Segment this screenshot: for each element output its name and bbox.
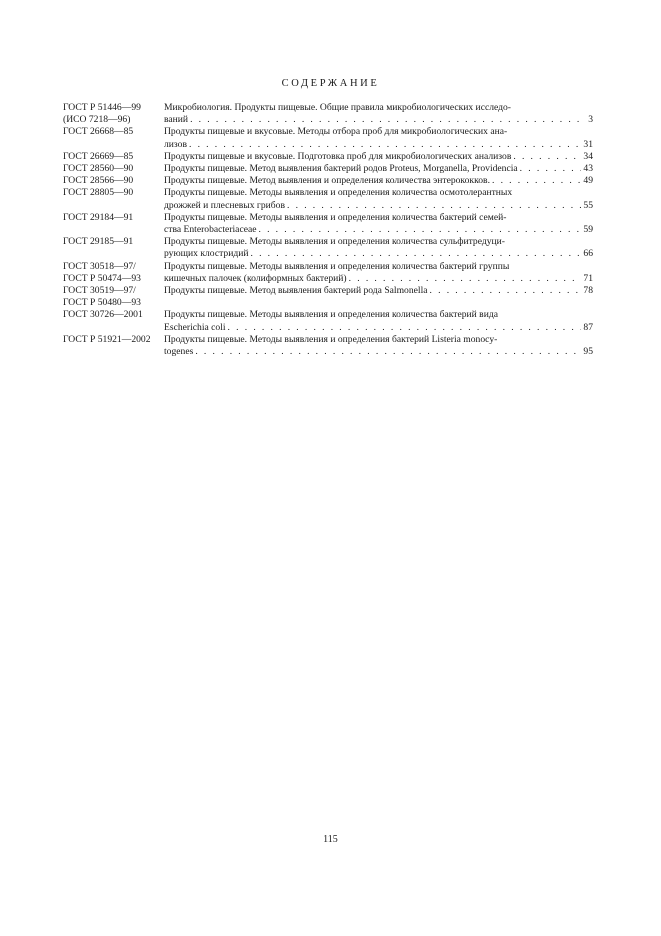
entry-title [164,212,593,236]
toc-entry[interactable] [63,126,593,150]
entry-title-line: ства Enterobacteriaceae [164,224,257,236]
standard-code [63,285,164,309]
entry-title [164,261,593,285]
standard-code [63,212,164,224]
standard-code [63,236,164,248]
standard-code [63,175,164,187]
entry-title [164,285,593,297]
entry-title-line: рующих клостридий [164,248,249,260]
entry-title-line: togenes [164,346,194,358]
toc-entry[interactable] [63,151,593,163]
standard-code [63,309,164,321]
standard-code-line: ГОСТ 28805—90 [63,187,134,199]
page-title: СОДЕРЖАНИЕ [281,78,380,89]
standard-code-line: ГОСТ Р 50474—93 [63,272,141,284]
entry-title [164,236,593,260]
entry-page-number: 55 [583,199,593,211]
entry-title [164,163,593,175]
dot-leader [190,114,581,126]
entry-title-line: Продукты пищевые. Методы выявления и определения количества осмотолерантных [164,187,513,199]
entry-title-line: Продукты пищевые. Методы выявления и определения количества бактерий семей- [164,211,507,223]
entry-title [164,187,593,211]
entry-title [164,334,593,358]
dot-leader [189,139,581,151]
toc-entry[interactable] [63,236,593,260]
entry-title [164,175,593,187]
dot-leader [250,248,581,260]
dot-leader [520,163,581,175]
dot-leader [430,285,582,297]
standard-code [63,163,164,175]
standard-code-line: (ИСО 7218—96) [63,114,131,126]
entry-title-line: Микробиология. Продукты пищевые. Общие правила микробиологических исследо- [164,102,512,113]
toc-entry[interactable] [63,309,593,333]
table-of-contents [63,102,593,358]
dot-leader [195,346,581,358]
entry-title-line: Продукты пищевые. Методы выявления и определения бактерий Listeria monocy- [164,333,498,345]
dot-leader [513,151,581,163]
standard-code-line: ГОСТ Р 51921—2002 [63,333,151,345]
dot-leader [258,224,581,236]
toc-entry[interactable] [63,175,593,187]
toc-entry[interactable] [63,102,593,126]
page-number: 115 [323,834,338,845]
entry-title-line: кишечных палочек (колиформных бактерий) [164,272,347,284]
standard-code [63,261,164,285]
standard-code-line: ГОСТ 30518—97/ [63,260,136,272]
standard-code-line: ГОСТ 29184—91 [63,211,134,223]
entry-title-line: Продукты пищевые. Метод выявления бактерий родов Proteus, Morganella, Providencia [164,163,518,175]
entry-page-number: 66 [583,248,593,260]
entry-title [164,102,593,126]
standard-code-line: ГОСТ 29185—91 [63,236,134,248]
entry-page-number: 34 [583,150,593,162]
standard-code-line: ГОСТ 26668—85 [63,126,134,138]
entry-page-number: 31 [583,138,593,150]
toc-entry[interactable] [63,163,593,175]
dot-leader [228,322,581,334]
toc-entry[interactable] [63,334,593,358]
toc-entry[interactable] [63,261,593,285]
entry-title-line: Продукты пищевые. Методы выявления и определения количества бактерий группы [164,260,510,272]
entry-page-number: 59 [583,224,593,236]
standard-code-line: ГОСТ 30519—97/ [63,285,136,297]
entry-title-line: дрожжей и плесневых грибов [164,199,286,211]
standard-code [63,102,164,126]
entry-title-line: Escherichia coli [164,321,226,333]
entry-title-line: Продукты пищевые. Методы выявления и определения количества бактерий вида [164,309,498,321]
entry-page-number: 49 [583,175,593,187]
entry-title-line: лизов [164,138,187,150]
entry-title-line: Продукты пищевые. Метод выявления и определения количества энтерококков. [164,175,490,187]
toc-entry[interactable] [63,285,593,309]
entry-page-number: 71 [583,272,593,284]
toc-entry[interactable] [63,212,593,236]
entry-page-number: 43 [583,163,593,175]
standard-code-line: ГОСТ 26669—85 [63,150,134,162]
standard-code-line: ГОСТ 30726—2001 [63,309,143,321]
entry-page-number: 3 [588,114,593,126]
entry-page-number: 87 [583,321,593,333]
entry-title [164,126,593,150]
entry-title-line: Продукты пищевые. Методы выявления и определения количества сульфитредуци- [164,236,505,248]
entry-page-number: 78 [583,285,593,297]
standard-code [63,187,164,199]
entry-page-number: 95 [583,346,593,358]
standard-code-line: ГОСТ Р 51446—99 [63,102,141,113]
entry-title [164,151,593,163]
standard-code-line: ГОСТ 28560—90 [63,163,134,175]
entry-title-line: ваний [164,114,189,126]
dot-leader [287,200,581,212]
entry-title-line: Продукты пищевые и вкусовые. Подготовка проб для микробиологических анализов [164,150,512,162]
dot-leader [349,273,581,285]
standard-code [63,334,164,346]
toc-entry[interactable] [63,187,593,211]
dot-leader [492,175,581,187]
standard-code [63,126,164,138]
standard-code-line: ГОСТ Р 50480—93 [63,297,141,309]
standard-code-line: ГОСТ 28566—90 [63,175,134,187]
entry-title-line: Продукты пищевые. Метод выявления бактерий рода Salmonella [164,285,428,297]
standard-code [63,151,164,163]
entry-title [164,309,593,333]
entry-title-line: Продукты пищевые и вкусовые. Методы отбора проб для микробиологических ана- [164,126,508,138]
